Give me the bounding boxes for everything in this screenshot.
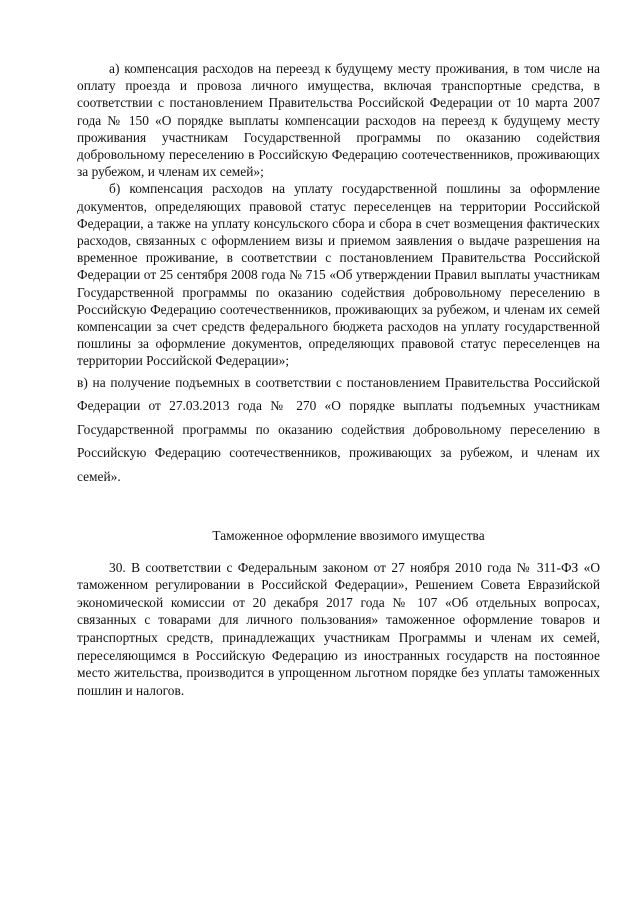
paragraph-b: б) компенсация расходов на уплату государственной пошлины за оформление документов, определяющих правовой статус переселенцев на территории Российской Федерации, а также на уплату консульского сбора и сбора в счет возмещения фактических расходов, связанных с оформлением визы и приемом заявления о выдаче разрешения на временное проживание, в соответствии с постановлением Правительства Российской Федерации от 25 сентября 2008 года № 715 «Об утверждении Правил выплаты участникам Государственной программы по оказанию содействия добровольному переселению в Российскую Федерацию соотечественников, проживающих за рубежом, и членам их семей компенсации за счет средств федерального бюджета расходов на уплату государственной пошлины за оформление документов, определяющих правовой статус переселенцев на территории Российской Федерации»; — [77, 181, 600, 369]
paragraph-a: а) компенсация расходов на переезд к будущему месту проживания, в том числе на оплату проезда и провоза личного имущества, включая транспортные средства, в соответствии с постановлением Правительства Российской Федерации от 10 марта 2007 года № 150 «О порядке выплаты компенсации расходов на переезд к будущему месту проживания участникам Государственной программы по оказанию содействия добровольному переселению в Российскую Федерацию соотечественников, проживающих за рубежом, и членам их семей»; — [77, 61, 600, 180]
paragraph-30: 30. В соответствии с Федеральным законом от 27 ноября 2010 года № 311-ФЗ «О таможенном регулировании в Российской Федерации», Решением Совета Евразийской экономической комиссии от 20 декабря 2017 года № 107 «Об отдельных вопросах, связанных с товарами для личного пользования» таможенное оформление товаров и транспортных средств, принадлежащих участникам Программы и членам их семей, переселяющимся в Российскую Федерацию из иностранных государств на постоянное место жительства, производится в упрощенном льготном порядке без уплаты таможенных пошлин и налогов. — [77, 559, 600, 698]
section-heading: Таможенное оформление ввозимого имущества — [212, 527, 485, 543]
paragraph-c: в) на получение подъемных в соответствии с постановлением Правительства Российской Федерации от 27.03.2013 года № 270 «О порядке выплаты подъемных участникам Государственной программы по оказанию содействия добровольному переселению в Российскую Федерацию соотечественников, проживающих за рубежом, и членам их семей». — [77, 374, 600, 485]
